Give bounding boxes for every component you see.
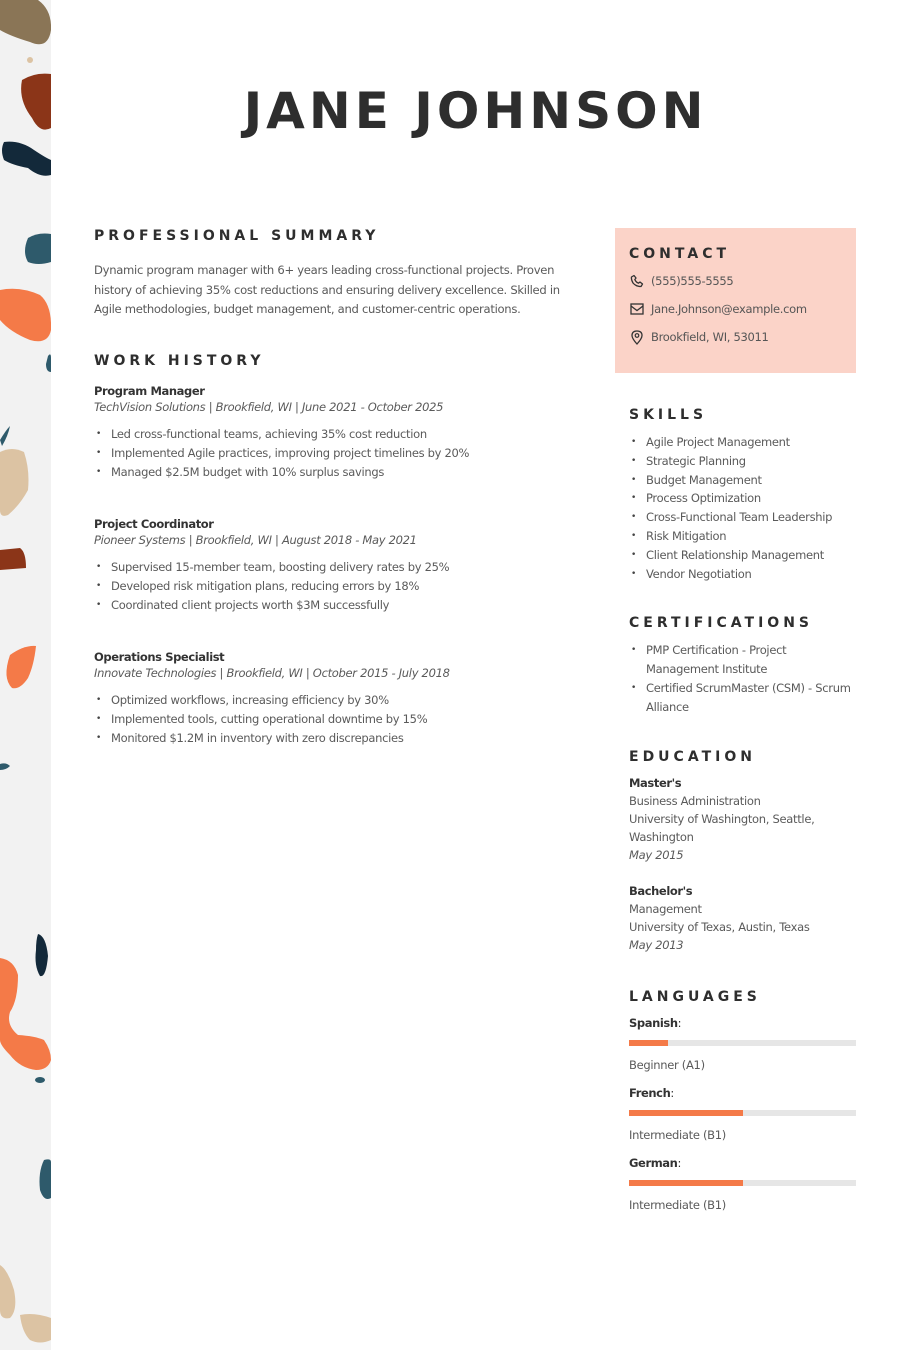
skill-item: • Budget Management [629,471,856,490]
job-title: Operations Specialist [94,649,225,664]
language-name: French [629,1085,671,1100]
contact-email [629,300,842,318]
certification-item: • PMP Certification - Project Management Institute [629,641,856,679]
graduation-date: May 2013 [629,938,684,953]
email-value[interactable]: Jane.Johnson@example.com [651,302,807,316]
proficiency-fill [629,1110,743,1116]
contact-location [629,328,842,346]
job-bullet: • Led cross-functional teams, achieving 35% cost reduction [94,425,574,444]
language-entry: German: Intermediate (B1) [629,1155,856,1213]
job-bullet: • Managed $2.5M budget with 10% surplus savings [94,463,574,482]
mail-icon [629,301,645,317]
language-level: Intermediate (B1) [629,1127,726,1142]
terrazzo-pattern-icon [0,0,51,1350]
language-proficiency-bar [629,1040,856,1046]
summary-heading: PROFESSIONAL SUMMARY [94,228,380,244]
job-meta: Pioneer Systems | Brookfield, WI | August 2018 - May 2021 [94,532,417,547]
school: University of Washington, Seattle, Washington [629,811,815,845]
certifications-list [629,641,856,716]
location-value: Brookfield, WI, 53011 [651,330,769,344]
contact-phone [629,272,842,290]
job-bullet: • Developed risk mitigation plans, reducing errors by 18% [94,577,574,596]
phone-icon [629,273,645,289]
job-bullet: • Implemented Agile practices, improving project timelines by 20% [94,444,574,463]
side-column [615,228,856,1213]
decorative-terrazzo-strip [0,0,51,1350]
language-proficiency-bar [629,1180,856,1186]
job-entry [94,516,574,615]
degree: Master's [629,775,682,790]
certifications-heading: CERTIFICATIONS [629,615,814,632]
work-history-heading: WORK HISTORY [94,352,265,369]
candidate-name: JANE JOHNSON [243,82,708,140]
job-meta: TechVision Solutions | Brookfield, WI | June 2021 - October 2025 [94,399,444,414]
skills-list [629,433,856,583]
job-bullet: • Supervised 15-member team, boosting delivery rates by 25% [94,558,574,577]
skills-heading: SKILLS [629,407,708,423]
summary-text: Dynamic program manager with 6+ years leading cross-functional projects. Proven history of achieving 35% cost reductions and ensuring delivery excellence. Skilled in Agile methodologies, budget management, and customer-centric operations. [94,263,560,316]
skill-item: • Strategic Planning [629,452,856,471]
graduation-date: May 2015 [629,848,684,863]
languages-heading: LANGUAGES [629,988,761,1005]
language-level: Intermediate (B1) [629,1197,726,1212]
language-level: Beginner (A1) [629,1057,705,1072]
contact-heading: CONTACT [629,246,731,262]
language-proficiency-bar [629,1110,856,1116]
job-bullet: • Implemented tools, cutting operational downtime by 15% [94,710,574,729]
language-name: Spanish [629,1015,678,1030]
proficiency-fill [629,1040,668,1046]
proficiency-fill [629,1180,743,1186]
language-entry: Spanish: Beginner (A1) [629,1015,856,1073]
phone-value[interactable]: (555)555-5555 [651,274,734,288]
location-pin-icon [629,329,645,345]
skill-item: • Client Relationship Management [629,546,856,565]
skill-item: • Process Optimization [629,489,856,508]
skill-item: • Risk Mitigation [629,527,856,546]
language-name: German [629,1155,678,1170]
job-entry [94,649,574,748]
field-of-study: Management [629,901,702,916]
job-meta: Innovate Technologies | Brookfield, WI | October 2015 - July 2018 [94,665,450,680]
job-title: Program Manager [94,383,205,398]
education-heading: EDUCATION [629,748,756,765]
skill-item: • Vendor Negotiation [629,565,856,584]
job-bullet: • Coordinated client projects worth $3M successfully [94,596,574,615]
main-column [94,228,574,748]
degree: Bachelor's [629,883,693,898]
field-of-study: Business Administration [629,793,761,808]
skill-item: • Cross-Functional Team Leadership [629,508,856,527]
job-bullets [94,691,574,748]
job-entry [94,383,574,482]
certification-item: • Certified ScrumMaster (CSM) - Scrum Alliance [629,679,856,717]
job-bullets [94,558,574,615]
education-entry [629,883,856,955]
school: University of Texas, Austin, Texas [629,920,810,935]
job-bullet: • Optimized workflows, increasing efficiency by 30% [94,691,574,710]
contact-box [615,228,856,373]
language-entry: French: Intermediate (B1) [629,1085,856,1143]
skills-section [615,407,856,1213]
job-bullets [94,425,574,482]
skill-item: • Agile Project Management [629,433,856,452]
job-title: Project Coordinator [94,516,214,531]
education-entry [629,775,856,865]
job-bullet: • Monitored $1.2M in inventory with zero discrepancies [94,729,574,748]
